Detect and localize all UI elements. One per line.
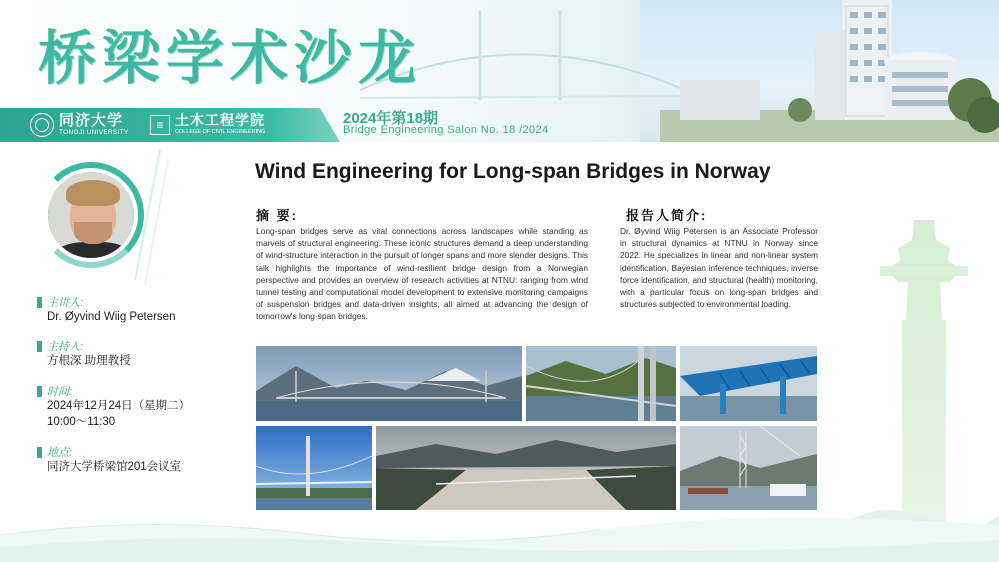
bridge-photo-fjord-panorama <box>256 346 522 421</box>
tongji-logo-cn: 同济大学 <box>59 111 124 130</box>
host-info <box>37 339 131 369</box>
speaker-label: 主讲人: <box>47 297 84 309</box>
place-info <box>37 445 181 475</box>
place-label: 地点: <box>47 447 73 459</box>
salon-title: 桥梁学术沙龙 <box>38 24 423 92</box>
label-marker-icon <box>37 447 42 458</box>
college-logo-en: COLLEGE OF CIVIL ENGINEERING <box>175 129 266 135</box>
bridge-photo-blue-sky <box>256 426 372 510</box>
time-info <box>37 384 190 430</box>
tongji-logo <box>30 113 129 137</box>
bridge-photo-blue-truss <box>680 346 817 421</box>
event-time: 10:00～11:30 <box>47 416 116 428</box>
event-place: 同济大学桥梁馆201会议室 <box>47 461 182 473</box>
speaker-info <box>37 295 175 325</box>
issue-number-cn: 2024年第18期 <box>343 110 439 127</box>
college-logo <box>150 114 265 136</box>
bio-text: Dr. Øyvind Wiig Petersen is an Associate Professor in structural dynamics at NTNU in Norway since 2022. He specializes in linear and non-linear system identification, Bayesian inference techniques, inverse force identification, and structural (health) monitoring, with a particular focus on long-span bridges and structures subjected to environmental loading. <box>620 226 818 310</box>
talk-title: Wind Engineering for Long-span Bridges in Norway <box>255 160 771 183</box>
campus-building-image <box>660 0 999 142</box>
label-marker-icon <box>37 297 42 308</box>
host-name: 方根深 助理教授 <box>47 355 131 367</box>
bridge-photo-suspension-tower <box>526 346 676 421</box>
label-marker-icon <box>37 341 42 352</box>
bridge-photo-aerial-fjord <box>376 426 676 510</box>
bio-heading: 报告人简介: <box>626 208 708 223</box>
speaker-name: Dr. Øyvind Wiig Petersen <box>47 311 176 323</box>
tongji-seal-icon <box>30 113 54 137</box>
college-emblem-icon: ≡ <box>150 115 170 135</box>
abstract-text: Long-span bridges serve as vital connections across landscapes while standing as marvels of structural engineering. These iconic structures demand a deep understanding of wind-structure interaction in the pursuit of longer spans and more slender designs. This talk highlights the importance of wind-resilient bridge design from a Norwegian perspective and provides an overview of research activities at NTNU: ranging from wind tunnel testing and computational model development to extensive monitoring campaigns of suspension bridges and data-driven insights, all aimed at advancing the design of tomorrow's long-span bridges. <box>256 226 588 322</box>
speaker-photo <box>46 170 136 260</box>
bridge-photo-construction <box>680 426 817 510</box>
host-label: 主持人: <box>47 341 84 353</box>
bottom-wave-decoration <box>0 505 999 562</box>
label-marker-icon <box>37 386 42 397</box>
college-logo-cn: 土木工程学院 <box>175 113 265 129</box>
tongji-logo-en: TONGJI UNIVERSITY <box>59 129 129 137</box>
issue-number-en: Bridge Engineering Salon No. 18 /2024 <box>343 124 549 136</box>
event-date: 2024年12月24日（星期二） <box>47 400 191 412</box>
time-label: 时间: <box>47 386 73 398</box>
abstract-heading: 摘 要: <box>256 208 298 223</box>
